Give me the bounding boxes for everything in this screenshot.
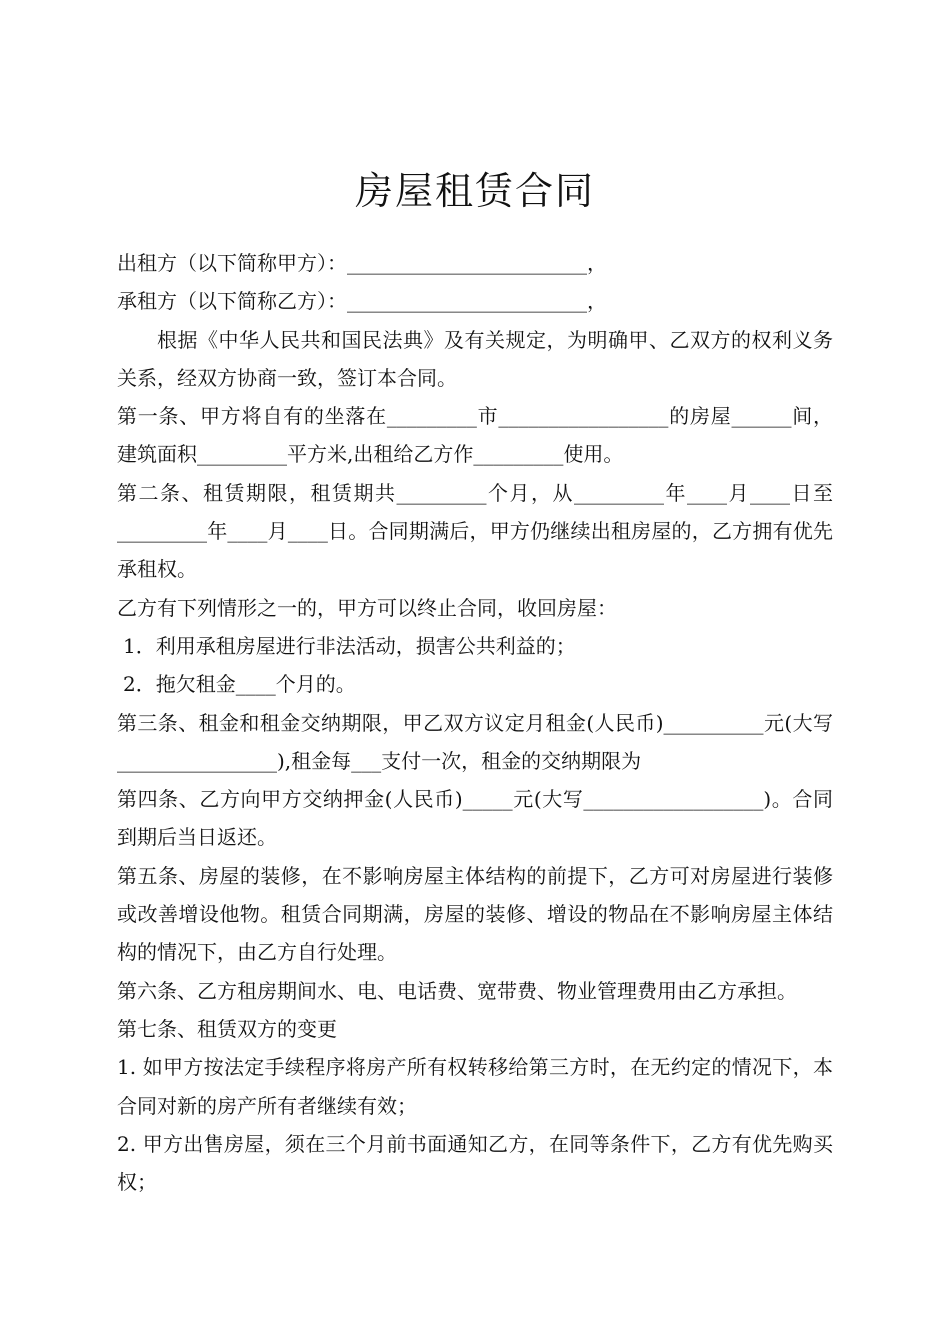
article-3: 第三条、租金和租金交纳期限，甲乙双方议定月租金(人民币)__________元(大写________________),租金每___支付一次，租金的交纳期限为 (117, 710, 833, 773)
lessor-line: 出租方（以下简称甲方）：________________________， (117, 251, 607, 275)
article-6: 第六条、乙方租房期间水、电、电话费、宽带费、物业管理费用由乙方承担。 (117, 978, 797, 1003)
article-7-item-1: 1. 如甲方按法定手续程序将房产所有权转移给第三方时，在无约定的情况下，本合同对新的房产所有者继续有效； (117, 1055, 833, 1118)
termination-intro: 乙方有下列情形之一的，甲方可以终止合同，收回房屋： (117, 595, 617, 620)
lessee-line: 承租方（以下简称乙方）：________________________， (117, 289, 607, 314)
termination-item-2: 2．拖欠租金____个月的。 (123, 672, 356, 697)
document-title: 房屋租赁合同 (354, 169, 595, 213)
preamble-paragraph: 根据《中华人民共和国民法典》及有关规定，为明确甲、乙双方的权利义务关系，经双方协商一致，签订本合同。 (117, 327, 833, 390)
article-7-item-2: 2. 甲方出售房屋，须在三个月前书面通知乙方，在同等条件下，乙方有优先购买权； (117, 1131, 833, 1195)
article-4: 第四条、乙方向甲方交纳押金(人民币)_____元(大写__________________)。合同到期后当日返还。 (117, 787, 833, 850)
article-7-heading: 第七条、租赁双方的变更 (117, 1016, 337, 1041)
article-1: 第一条、甲方将自有的坐落在_________市_________________的房屋______间，建筑面积_________平方米,出租给乙方作_________使用。 (117, 404, 833, 467)
document-body (117, 244, 833, 1201)
termination-item-1: 1．利用承租房屋进行非法活动，损害公共利益的； (123, 633, 576, 658)
article-2: 第二条、租赁期限，租赁期共_________个月，从_________年____月____日至_________年____月____日。合同期满后，甲方仍继续出租房屋的，乙方拥有优先承租权。 (117, 480, 833, 582)
article-5: 第五条、房屋的装修，在不影响房屋主体结构的前提下，乙方可对房屋进行装修或改善增设他物。租赁合同期满，房屋的装修、增设的物品在不影响房屋主体结构的情况下，由乙方自行处理。 (117, 863, 833, 965)
